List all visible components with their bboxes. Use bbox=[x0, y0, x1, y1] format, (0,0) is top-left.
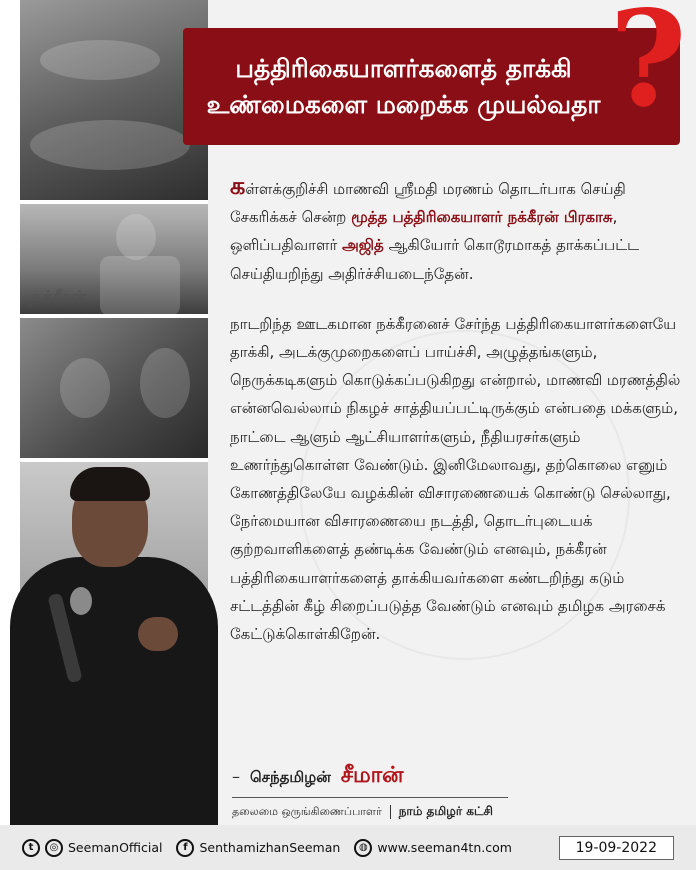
paragraph-1: கள்ளக்குறிச்சி மாணவி ஸ்ரீமதி மரணம் தொடர்பாக செய்தி சேகரிக்கச் சென்ற மூத்த பத்திரிகையாளர் நக்கீரன் பிரகாசு, ஒளிப்பதிவாளர் அஜித் ஆகியோர் கொடூரமாகத் தாக்கப்பட்ட செய்தியறிந்து அதிர்ச்சியடைந்தேன். bbox=[230, 172, 640, 283]
statement-body bbox=[230, 172, 686, 666]
journalist-name: மூத்த பத்திரிகையாளர் நக்கீரன் பிரகாசு bbox=[351, 208, 613, 227]
website-link[interactable]: ◍ www.seeman4tn.com bbox=[354, 839, 512, 857]
date-badge: 19-09-2022 bbox=[559, 836, 674, 860]
nakkheeran-watermark: நக்கீரன் bbox=[30, 287, 85, 306]
signature-block: – செந்தமிழன் சீமான் தலைமை ஒருங்கிணைப்பாளர் நாம் தமிழர் கட்சி bbox=[232, 763, 532, 820]
twitter-icon: t bbox=[22, 839, 40, 857]
footer-bar bbox=[0, 825, 696, 870]
twitter-link[interactable]: t ◎ SeemanOfficial bbox=[22, 839, 162, 857]
question-mark-icon: ? bbox=[609, 0, 687, 137]
globe-icon: ◍ bbox=[354, 839, 372, 857]
party-name: நாம் தமிழர் கட்சி bbox=[398, 804, 493, 818]
signature-role: தலைமை ஒருங்கிணைப்பாளர் bbox=[232, 804, 382, 818]
facebook-icon: f bbox=[176, 839, 194, 857]
cameraman-name: அஜித் bbox=[342, 236, 384, 255]
crowd-photo bbox=[20, 318, 208, 458]
instagram-icon: ◎ bbox=[45, 839, 63, 857]
journalist-photo bbox=[20, 204, 208, 314]
headline-line-2: உண்மைகளை மறைக்க முயல்வதா bbox=[206, 89, 601, 119]
headline-line-1: பத்திரிகையாளர்களைத் தாக்கி bbox=[235, 53, 572, 83]
hospital-photo bbox=[20, 0, 208, 200]
speaker-photo bbox=[0, 465, 222, 825]
divider bbox=[232, 797, 508, 798]
paragraph-2: நாடறிந்த ஊடகமான நக்கீரனைச் சேர்ந்த பத்திரிகையாளர்களையே தாக்கி, அடக்குமுறைகளைப் பாய்ச்சி, அழுத்தங்களும், நெருக்கடிகளும் கொடுக்கப்படுகிறது என்றால், மாணவி மரணத்தில் என்னவெல்லாம் நிகழச் சாத்தியப்பட்டிருக்கும் என்பதை மக்களும், நாட்டை ஆளும் ஆட்சியாளர்களும், நீதியரசர்களும் உணர்ந்துகொள்ள வேண்டும். இனிமேலாவது, தற்கொலை எனும் கோணத்திலேயே வழக்கின் விசாரணையைக் கொண்டு செல்லாது, நேர்மையான விசாரணையை நடத்தி, தொடர்புடையக் குற்றவாளிகளைத் தண்டிக்க வேண்டும் எனவும், நக்கீரன் பத்திரிகையாளர்களைத் தாக்கியவர்களை கண்டறிந்து கடும் சட்டத்தின் கீழ் சிறைப்படுத்த வேண்டும் எனவும் தமிழக அரசைக் கேட்டுக்கொள்கிறேன். bbox=[230, 314, 681, 644]
facebook-link[interactable]: f SenthamizhanSeeman bbox=[176, 839, 340, 857]
signature-prefix: செந்தமிழன் bbox=[250, 768, 331, 786]
signature-name: சீமான் bbox=[340, 763, 404, 788]
drop-letter: க bbox=[230, 172, 246, 200]
